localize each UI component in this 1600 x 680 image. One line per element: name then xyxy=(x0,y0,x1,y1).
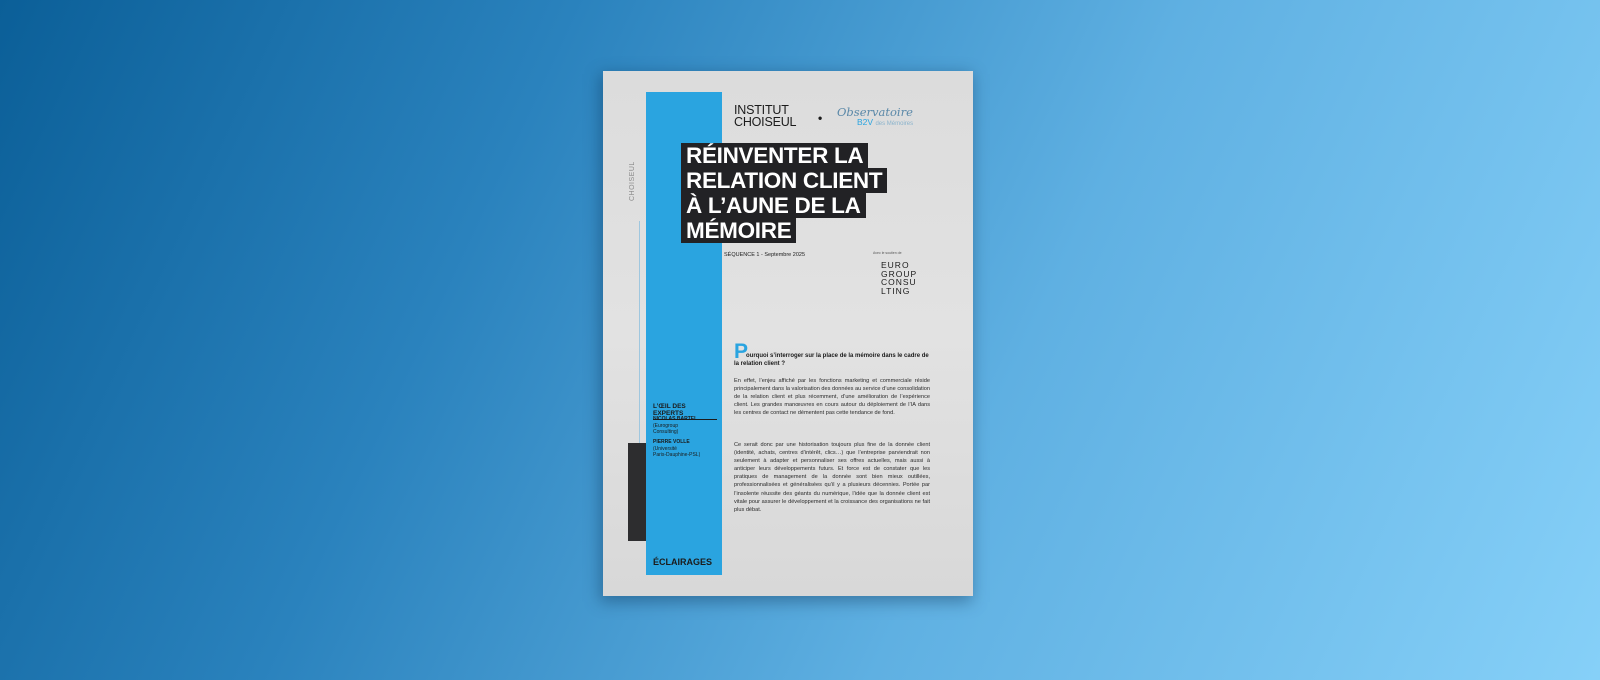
lead-question: ourquoi s’interroger sur la place de la mémoire dans le cadre de la relation client ? xyxy=(734,353,929,367)
report-title xyxy=(681,143,887,243)
title-line: À L’AUNE DE LA xyxy=(681,193,866,218)
partner-logo-line: CONSU xyxy=(881,277,917,287)
partner-logo-line: GROUP xyxy=(881,268,918,279)
b2v-suffix: des Mémoires xyxy=(875,121,914,127)
expert-affiliation: (Université Paris-Dauphine-PSL) xyxy=(653,445,701,458)
dark-strip xyxy=(628,443,646,541)
body-paragraph: Ce serait donc par une historisation toujours plus fine de la donnée client (identité, achats, centres d’intérêt, clics…) que l’entreprise parviendrait non seulement à adapter et personnaliser ses offres actuelles, mais aussi à anticiper leurs développements futurs. Et force est de constater que les pratiques de management de la donnée sont bien mieux outillées, professionnalisées et généralisées qu’il y a plusieurs décennies. Portée par l’insolente réussite des géants du numérique, l’idée que la donnée client est vitale pour assurer le développement et la croissance des organisations ne fait plus débat. xyxy=(734,442,930,513)
series-label: ÉCLAIRAGES xyxy=(653,557,713,567)
sequence-date: SÉQUENCE 1 - Septembre 2025 xyxy=(724,252,806,258)
eurogroup-consulting-logo xyxy=(881,261,917,295)
expert-affiliation: (Eurogroup Consulting) xyxy=(653,422,679,435)
experts-heading: L’ŒIL DES EXPERTS xyxy=(653,403,717,420)
title-line: RÉINVENTER LA xyxy=(681,143,868,168)
b2v-mark: B2V xyxy=(857,117,874,127)
expert-name: PIERRE VOLLE xyxy=(653,439,690,445)
report-cover xyxy=(603,71,973,596)
logo-separator: • xyxy=(818,111,823,125)
body-paragraph: En effet, l’enjeu affiché par les fonctions marketing et commerciale réside principalement dans la valorisation des données au service d’une consolidation de la relation client et plus récemment, d’une amélioration de l’expérience client. Les grandes manœuvres en cours autour du déploiement de l’IA dans les centres de contact ne démentent pas cette tendance de fond. xyxy=(734,378,930,417)
title-line: RELATION CLIENT xyxy=(681,168,887,193)
drop-cap: P xyxy=(734,340,749,363)
spine-label: CHOISEUL xyxy=(629,161,636,201)
expert-1 xyxy=(653,416,719,436)
observatoire-logo: Observatoire xyxy=(837,105,913,119)
observatoire-b2v-logo xyxy=(857,117,913,127)
partner-logo-line: EURO xyxy=(881,260,910,270)
spine-line xyxy=(639,221,640,471)
expert-2 xyxy=(653,439,719,459)
expert-name: NICOLAS BARTEL xyxy=(653,416,698,422)
title-line: MÉMOIRE xyxy=(681,218,796,243)
partner-logo-line: LTING xyxy=(881,285,911,296)
institut-choiseul-logo: INSTITUT CHOISEUL xyxy=(734,103,797,129)
partner-label: Avec le soutien de xyxy=(873,251,902,255)
